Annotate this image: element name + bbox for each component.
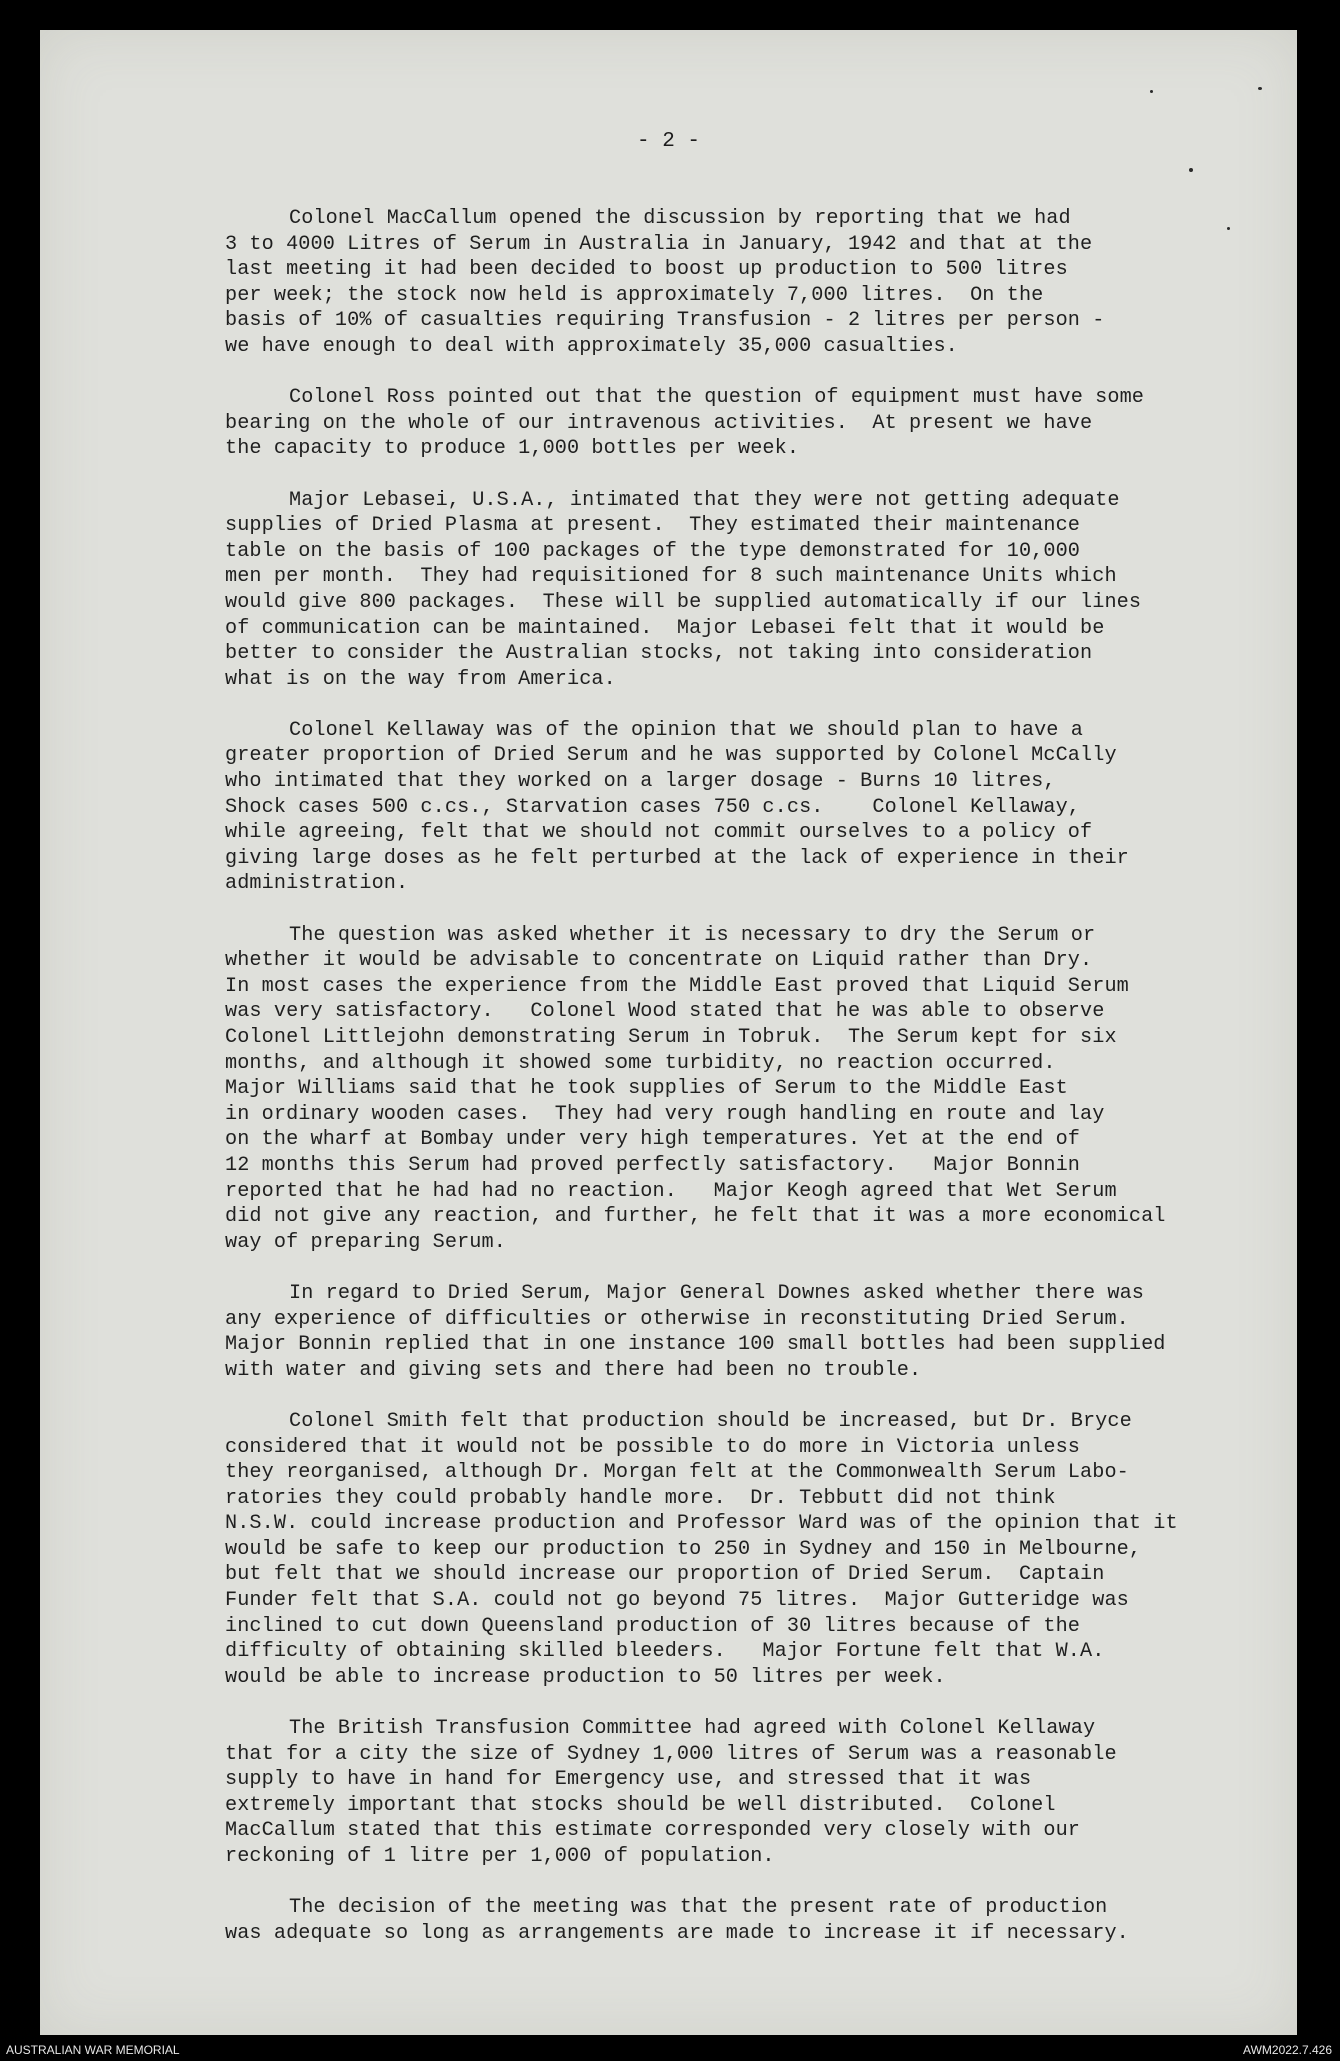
text-line: The decision of the meeting was that the present rate of production [289, 1896, 1108, 1920]
paragraph-2 [225, 385, 1245, 462]
text-line: they reorganised, although Dr. Morgan felt at the Commonwealth Serum Labo- [225, 1461, 1129, 1485]
text-line: who intimated that they worked on a larger dosage - Burns 10 litres, [225, 770, 1056, 794]
text-line: Major Bonnin replied that in one instance 100 small bottles had been supplied [225, 1333, 1166, 1357]
text-line: of communication can be maintained. Major Lebasei felt that it would be [225, 616, 1105, 640]
text-line: did not give any reaction, and further, he felt that it was a more economical [225, 1205, 1166, 1229]
text-line: Colonel Kellaway was of the opinion that we should plan to have a [289, 718, 1083, 742]
text-line: bearing on the whole of our intravenous activities. At present we have [225, 411, 1093, 435]
text-line: In regard to Dried Serum, Major General Downes asked whether there was [289, 1281, 1145, 1305]
text-line: reckoning of 1 litre per 1,000 of population. [225, 1845, 775, 1868]
text-line: giving large doses as he felt perturbed at the lack of experience in their [225, 846, 1129, 870]
text-line: whether it would be advisable to concentrate on Liquid rather than Dry. [225, 949, 1093, 973]
text-line: ratories they could probably handle more. Dr. Tebbutt did not think [225, 1486, 1056, 1510]
text-line: Colonel Littlejohn demonstrating Serum in Tobruk. The Serum kept for six [225, 1026, 1117, 1049]
text-line: would be able to increase production to 50 litres per week. [225, 1665, 946, 1689]
text-line: MacCallum stated that this estimate corresponded very closely with our [225, 1819, 1081, 1843]
paragraph-3 [225, 488, 1245, 693]
text-line: with water and giving sets and there had been no trouble. [225, 1358, 922, 1382]
text-line: would be safe to keep our production to 250 in Sydney and 150 in Melbourne, [225, 1537, 1142, 1561]
text-line: last meeting it had been decided to boost up production to 500 litres [225, 258, 1068, 282]
text-line: The question was asked whether it is necessary to dry the Serum or [289, 923, 1096, 947]
text-line: on the wharf at Bombay under very high temperatures. Yet at the end of [225, 1128, 1081, 1152]
text-line: per week; the stock now held is approximately 7,000 litres. On the [225, 283, 1044, 307]
text-line: Major Lebasei, U.S.A., intimated that they were not getting adequate [289, 488, 1120, 512]
document-page [40, 30, 1297, 2035]
text-line: reported that he had had no reaction. Major Keogh agreed that Wet Serum [225, 1179, 1117, 1203]
text-line: greater proportion of Dried Serum and he was supported by Colonel McCally [225, 744, 1117, 768]
text-line: supply to have in hand for Emergency use, and stressed that it was [225, 1768, 1032, 1792]
paragraph-1 [225, 206, 1245, 360]
text-line: 12 months this Serum had proved perfectly satisfactory. Major Bonnin [225, 1153, 1081, 1177]
text-line: in ordinary wooden cases. They had very rough handling en route and lay [225, 1102, 1105, 1126]
text-line: while agreeing, felt that we should not commit ourselves to a policy of [225, 821, 1093, 845]
text-line: Funder felt that S.A. could not go beyond 75 litres. Major Gutteridge was [225, 1589, 1129, 1613]
document-body [225, 206, 1245, 1972]
text-line: Colonel MacCallum opened the discussion by reporting that we had [289, 207, 1071, 230]
text-line: would give 800 packages. These will be supplied automatically if our lines [225, 590, 1142, 614]
text-line: administration. [225, 872, 409, 896]
text-line: the capacity to produce 1,000 bottles per week. [225, 437, 800, 461]
text-line: better to consider the Australian stocks, not taking into consideration [225, 642, 1093, 666]
text-line: Major Williams said that he took supplies of Serum to the Middle East [225, 1077, 1068, 1101]
paragraph-9 [225, 1895, 1245, 1946]
text-line: months, and although it showed some turbidity, no reaction occurred. [225, 1051, 1056, 1075]
text-line: that for a city the size of Sydney 1,000 litres of Serum was a reasonable [225, 1742, 1117, 1766]
paragraph-7 [225, 1409, 1245, 1691]
text-line: was adequate so long as arrangements are made to increase it if necessary. [225, 1921, 1129, 1945]
archive-footer [0, 2039, 1340, 2061]
paper-speck [1258, 87, 1262, 90]
text-line: 3 to 4000 Litres of Serum in Australia in January, 1942 and that at the [225, 232, 1093, 256]
page-number: - 2 - [636, 130, 700, 153]
paragraph-5 [225, 923, 1245, 1256]
text-line: Shock cases 500 c.cs., Starvation cases 750 c.cs. Colonel Kellaway, [225, 795, 1081, 819]
text-line: we have enough to deal with approximately 35,000 casualties. [225, 334, 958, 358]
text-line: way of preparing Serum. [225, 1230, 506, 1254]
text-line: inclined to cut down Queensland production of 30 litres because of the [225, 1614, 1081, 1638]
text-line: The British Transfusion Committee had agreed with Colonel Kellaway [289, 1717, 1096, 1741]
paragraph-6 [225, 1281, 1245, 1383]
text-line: basis of 10% of casualties requiring Transfusion - 2 litres per person - [225, 309, 1105, 333]
text-line: men per month. They had requisitioned for 8 such maintenance Units which [225, 565, 1117, 589]
text-line: was very satisfactory. Colonel Wood stated that he was able to observe [225, 1000, 1105, 1024]
text-line: considered that it would not be possible to do more in Victoria unless [225, 1435, 1081, 1459]
text-line: supplies of Dried Plasma at present. They estimated their maintenance [225, 514, 1081, 538]
paragraph-4 [225, 718, 1245, 897]
archive-name: AUSTRALIAN WAR MEMORIAL [6, 2043, 180, 2057]
text-line: extremely important that stocks should be well distributed. Colonel [225, 1793, 1056, 1817]
paragraph-8 [225, 1716, 1245, 1870]
paper-speck [1150, 90, 1153, 93]
text-line: N.S.W. could increase production and Professor Ward was of the opinion that it [225, 1512, 1178, 1536]
text-line: what is on the way from America. [225, 667, 616, 691]
text-line: but felt that we should increase our proportion of Dried Serum. Captain [225, 1563, 1105, 1587]
text-line: Colonel Smith felt that production should be increased, but Dr. Bryce [289, 1409, 1132, 1433]
text-line: Colonel Ross pointed out that the question of equipment must have some [289, 386, 1145, 410]
archive-reference: AWM2022.7.426 [1243, 2043, 1332, 2057]
paper-speck [1189, 168, 1193, 172]
text-line: table on the basis of 100 packages of the type demonstrated for 10,000 [225, 539, 1081, 563]
text-line: any experience of difficulties or otherwise in reconstituting Dried Serum. [225, 1307, 1129, 1331]
text-line: In most cases the experience from the Middle East proved that Liquid Serum [225, 974, 1129, 998]
text-line: difficulty of obtaining skilled bleeders. Major Fortune felt that W.A. [225, 1640, 1105, 1664]
